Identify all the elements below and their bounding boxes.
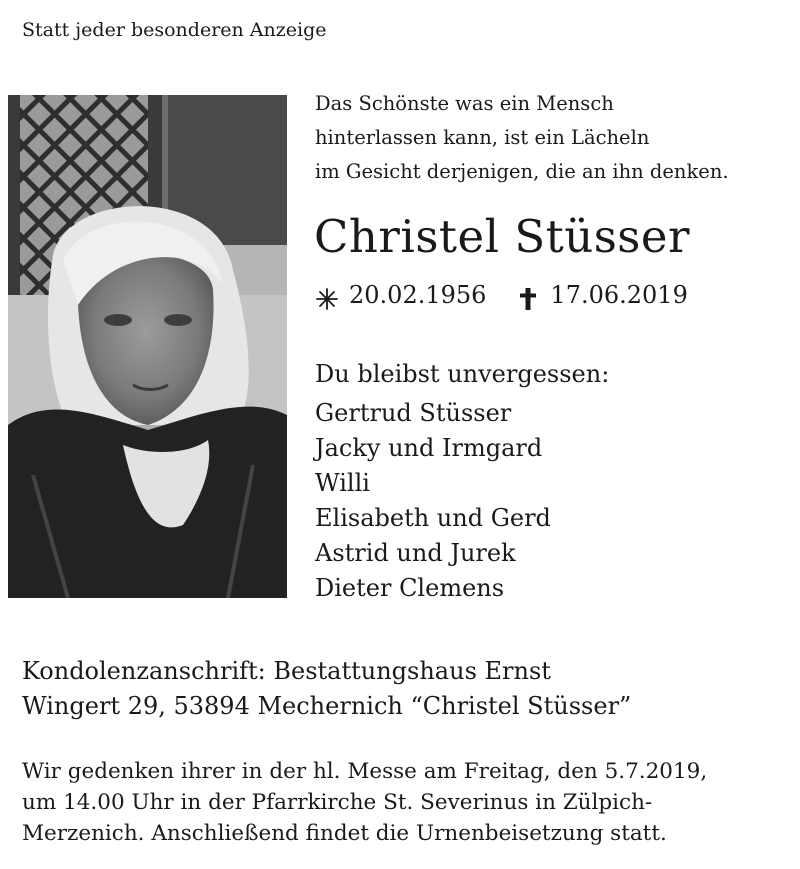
quote-line: hinterlassen kann, ist ein Lächeln <box>315 126 650 149</box>
service-line: um 14.00 Uhr in der Pfarrkirche St. Severinus in Zülpich- <box>22 790 653 815</box>
portrait-photo <box>8 95 287 598</box>
mourner-name: Elisabeth und Gerd <box>315 504 551 532</box>
condolence-address <box>22 654 631 724</box>
mourner-name: Astrid und Jurek <box>315 539 516 567</box>
quote-line: Das Schönste was ein Mensch <box>315 92 614 115</box>
death-date: 17.06.2019 <box>550 281 688 309</box>
mourner-name: Dieter Clemens <box>315 574 505 602</box>
condolence-line: Wingert 29, 53894 Mechernich “Christel Stüsser” <box>22 692 632 720</box>
memorial-service-notice <box>22 756 707 849</box>
life-dates <box>315 276 688 314</box>
condolence-line: Kondolenzanschrift: Bestattungshaus Ernst <box>22 657 551 685</box>
quote-line: im Gesicht derjenigen, die an ihn denken. <box>315 160 729 183</box>
cross-death-icon <box>516 284 540 308</box>
memorial-quote <box>315 87 729 189</box>
header-note: Statt jeder besonderen Anzeige <box>22 19 327 41</box>
mourner-name: Jacky und Irmgard <box>315 434 543 462</box>
asterisk-birth-icon <box>315 284 339 308</box>
service-line: Wir gedenken ihrer in der hl. Messe am Freitag, den 5.7.2019, <box>22 759 708 784</box>
deceased-name: Christel Stüsser <box>314 210 691 263</box>
mourners-intro: Du bleibst unvergessen: <box>315 360 610 388</box>
mourner-name: Willi <box>315 469 370 497</box>
birth-date: 20.02.1956 <box>349 281 487 309</box>
service-line: Merzenich. Anschließend findet die Urnenbeisetzung statt. <box>22 821 667 846</box>
mourners-list <box>315 396 551 606</box>
mourner-name: Gertrud Stüsser <box>315 399 512 427</box>
